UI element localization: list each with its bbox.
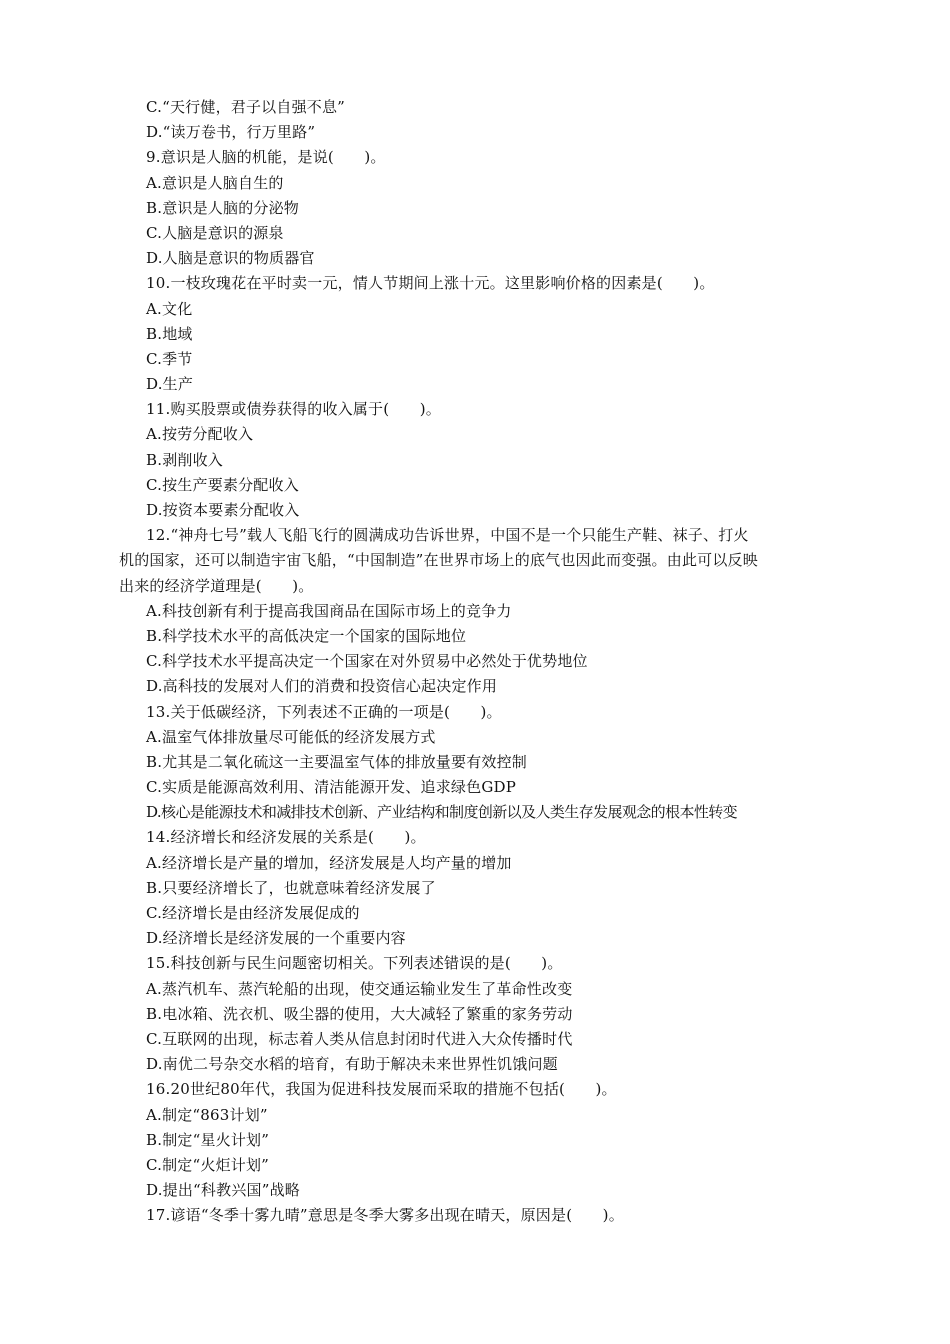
option-line: B.只要经济增长了，也就意味着经济发展了 — [146, 878, 436, 897]
option-line: B.科学技术水平的高低决定一个国家的国际地位 — [146, 626, 467, 645]
option-line: B.制定“星火计划” — [146, 1130, 270, 1149]
option-line: C.按生产要素分配收入 — [146, 475, 299, 494]
option-line: D.人脑是意识的物质器官 — [146, 249, 315, 268]
option-line: A.按劳分配收入 — [146, 425, 254, 444]
option-line: C.“天行健，君子以自强不息” — [146, 98, 346, 116]
option-line: D.“读万卷书，行万里路” — [146, 123, 316, 142]
option-line: D.按资本要素分配收入 — [146, 501, 300, 519]
option-line: D.经济增长是经济发展的一个重要内容 — [146, 929, 406, 948]
option-line: A.蒸汽机车、蒸汽轮船的出现，使交通运输业发生了革命性改变 — [146, 979, 573, 998]
option-line: A.经济增长是产量的增加，经济发展是人均产量的增加 — [146, 853, 512, 872]
option-line: C.实质是能源高效利用、清洁能源开发、追求绿色GDP — [146, 778, 517, 797]
question-12-line-1: 12.“神舟七号”载人飞船飞行的圆满成功告诉世界，中国不是一个只能生产鞋、袜子、打火 — [146, 526, 749, 545]
option-line: A.文化 — [146, 299, 193, 318]
question-14: 14.经济增长和经济发展的关系是( )。 — [146, 828, 426, 847]
option-line: B.电冰箱、洗衣机、吸尘器的使用，大大减轻了繁重的家务劳动 — [146, 1004, 573, 1023]
option-line: B.地域 — [146, 324, 193, 343]
question-11: 11.购买股票或债券获得的收入属于( )。 — [146, 400, 441, 419]
option-line: A.意识是人脑自生的 — [146, 173, 284, 192]
question-15: 15.科技创新与民生问题密切相关。下列表述错误的是( )。 — [146, 954, 563, 973]
question-16: 16.20世纪80年代，我国为促进科技发展而采取的措施不包括( )。 — [146, 1080, 617, 1099]
question-10: 10.一枝玫瑰花在平时卖一元，情人节期间上涨十元。这里影响价格的因素是( )。 — [146, 274, 715, 293]
question-9: 9.意识是人脑的机能，是说( )。 — [146, 148, 386, 167]
question-17: 17.谚语“冬季十雾九晴”意思是冬季大雾多出现在晴天，原因是( )。 — [146, 1206, 624, 1225]
option-line: C.科学技术水平提高决定一个国家在对外贸易中必然处于优势地位 — [146, 652, 588, 671]
option-line: C.制定“火炬计划” — [146, 1155, 270, 1174]
option-line: C.人脑是意识的源泉 — [146, 223, 284, 242]
option-line: B.剥削收入 — [146, 450, 223, 469]
question-13: 13.关于低碳经济，下列表述不正确的一项是( )。 — [146, 702, 502, 721]
question-12-line-3: 出来的经济学道理是( )。 — [119, 576, 314, 595]
option-line: D.提出“科教兴国”战略 — [146, 1181, 300, 1200]
option-line: D.高科技的发展对人们的消费和投资信心起决定作用 — [146, 677, 498, 696]
option-line: D.南优二号杂交水稻的培育，有助于解决未来世界性饥饿问题 — [146, 1055, 558, 1074]
option-line: C.经济增长是由经济发展促成的 — [146, 904, 360, 922]
option-line: C.互联网的出现，标志着人类从信息封闭时代进入大众传播时代 — [146, 1029, 573, 1048]
option-line: D.核心是能源技术和减排技术创新、产业结构和制度创新以及人类生存发展观念的根本性转变 — [146, 803, 738, 822]
option-line: D.生产 — [146, 375, 194, 394]
option-line: A.制定“863计划” — [146, 1105, 268, 1124]
option-line: A.科技创新有利于提高我国商品在国际市场上的竞争力 — [146, 601, 512, 620]
option-line: B.尤其是二氧化硫这一主要温室气体的排放量要有效控制 — [146, 752, 527, 771]
question-12-line-2: 机的国家，还可以制造宇宙飞船，“中国制造”在世界市场上的底气也因此而变强。由此可以反映 — [119, 551, 758, 570]
option-line: A.温室气体排放量尽可能低的经济发展方式 — [146, 727, 436, 746]
option-line: C.季节 — [146, 349, 193, 368]
question-list — [119, 95, 835, 1228]
option-line: B.意识是人脑的分泌物 — [146, 198, 299, 217]
